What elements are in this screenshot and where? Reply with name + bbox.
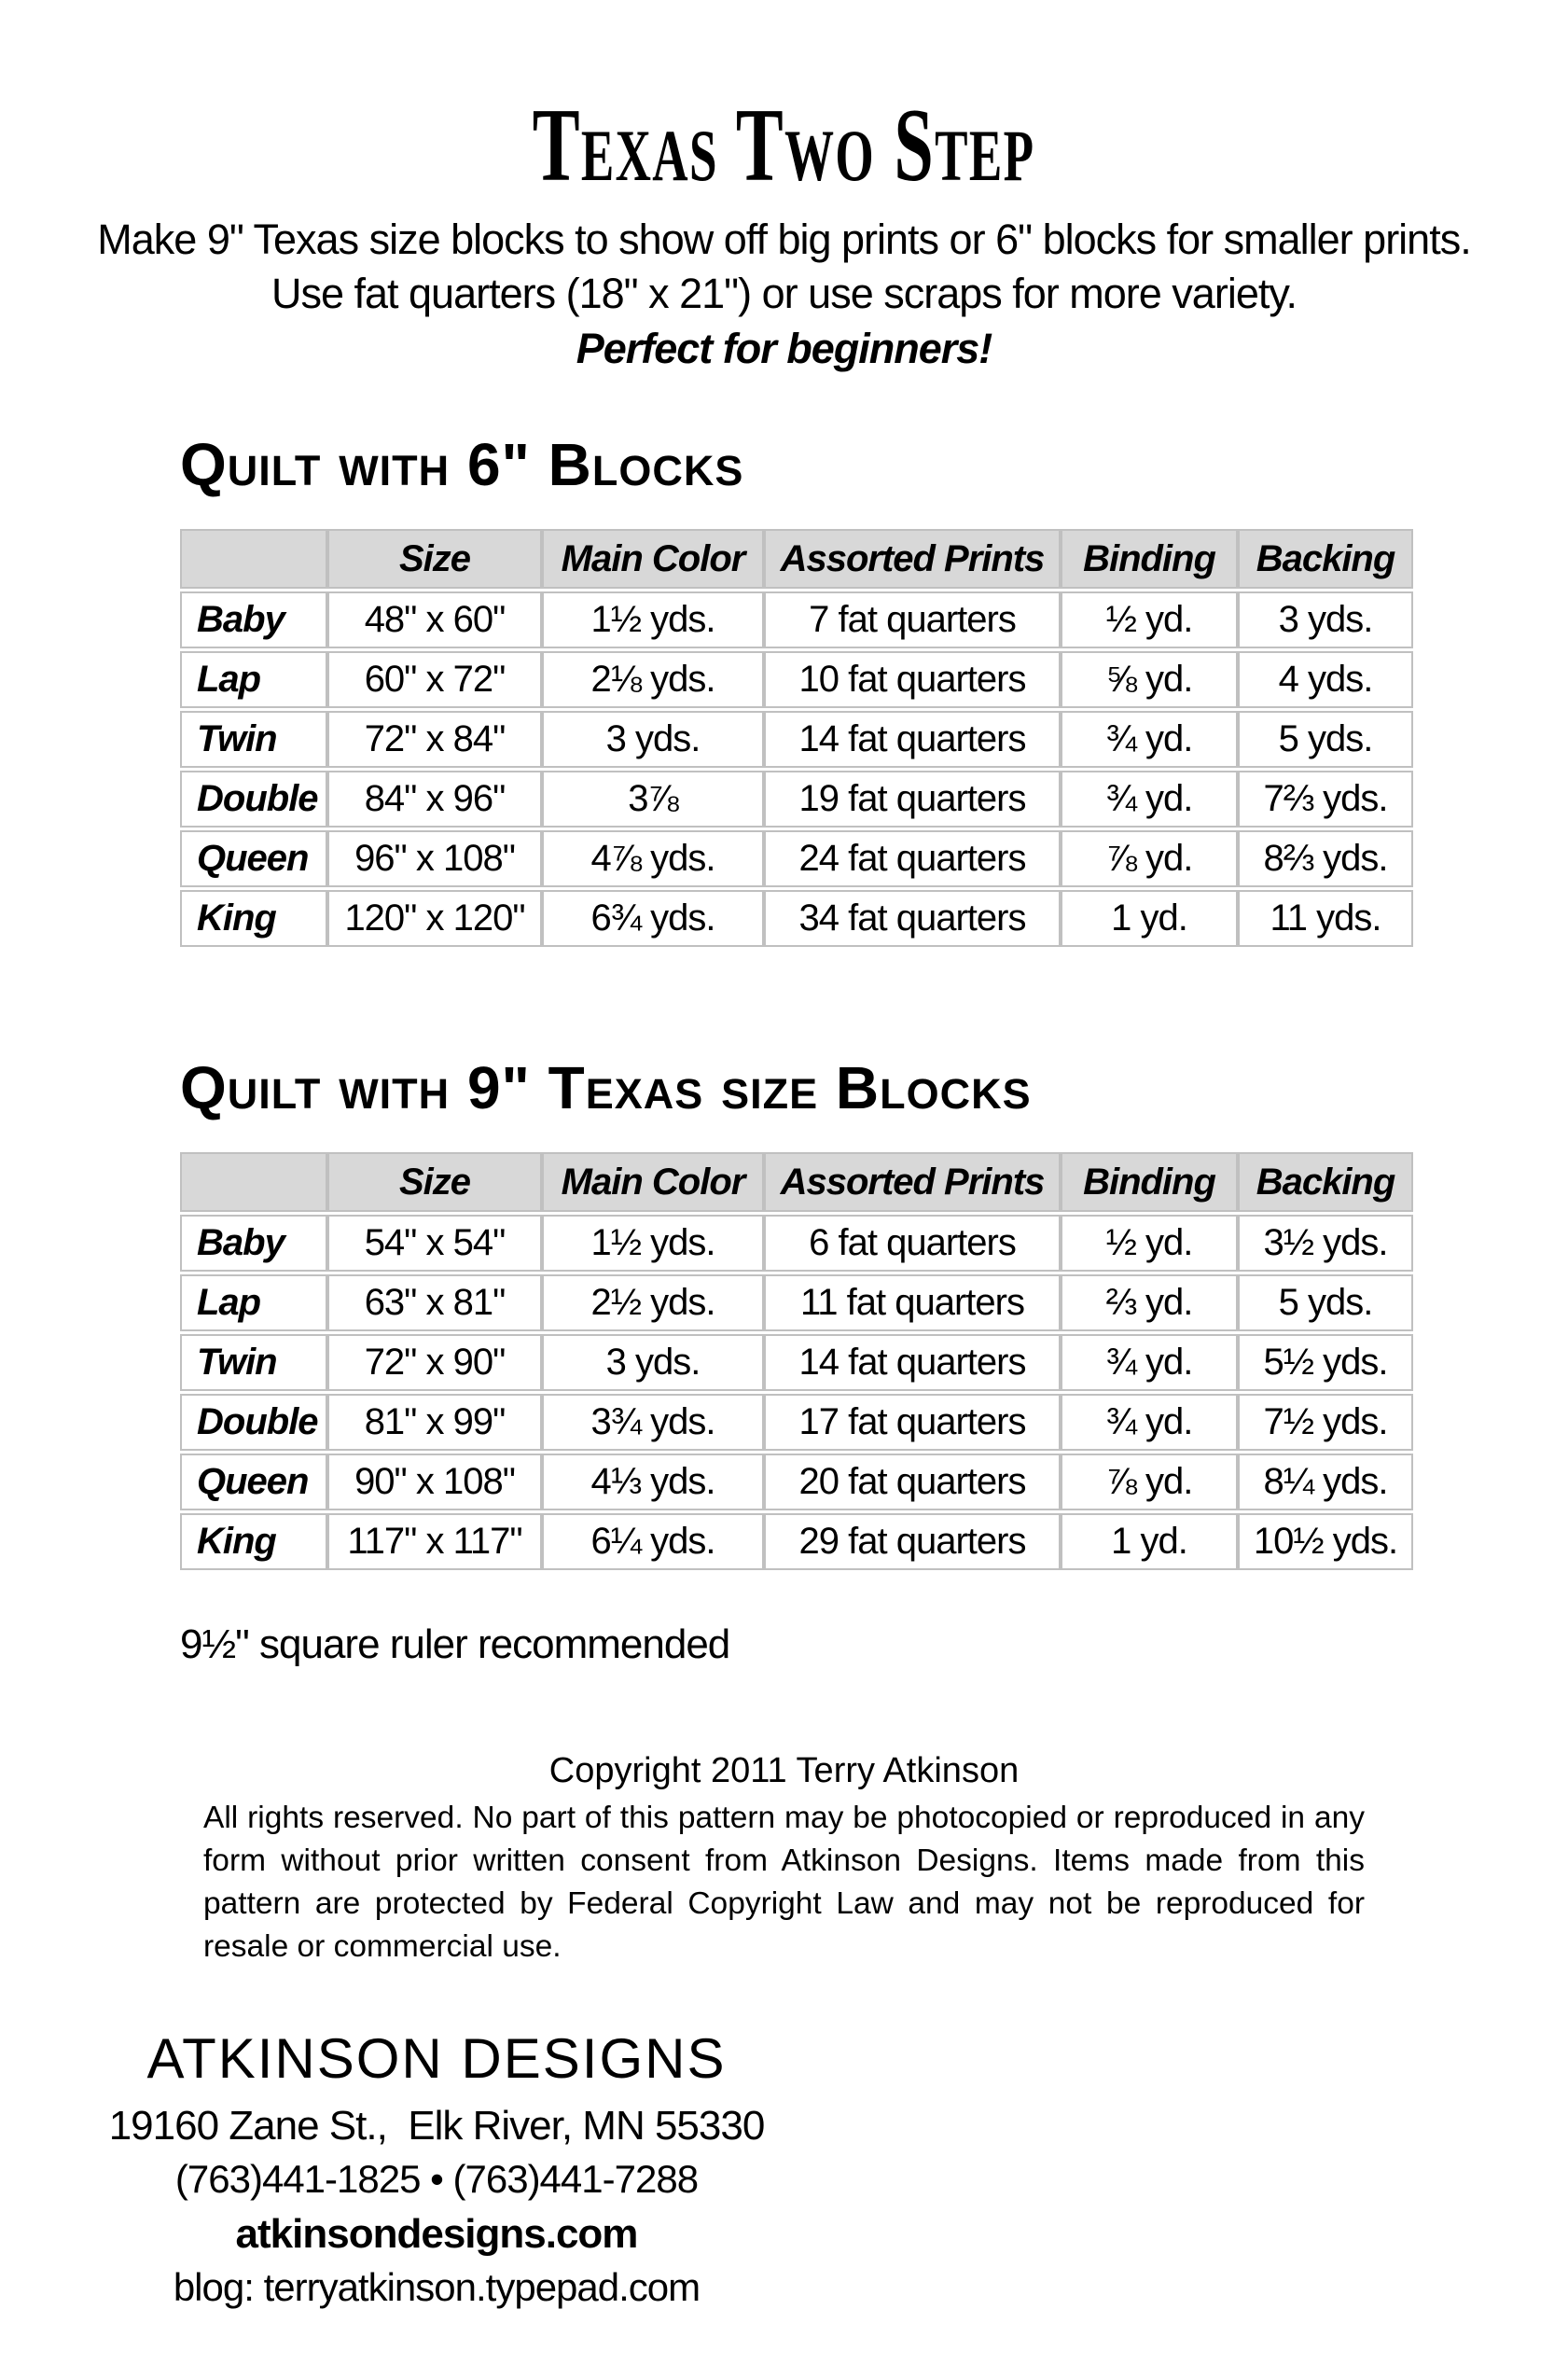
table-cell: 1 yd.	[1061, 890, 1238, 947]
table-cell: 120" x 120"	[327, 890, 542, 947]
table-row	[180, 591, 1413, 648]
table-cell: 4⅓ yds.	[542, 1454, 764, 1510]
table-cell: 6¼ yds.	[542, 1513, 764, 1570]
table-cell: 3¾ yds.	[542, 1394, 764, 1451]
subtitle-line-2: Use fat quarters (18" x 21") or use scraps for more variety.	[271, 270, 1297, 317]
page-title: Texas Two Step	[533, 88, 1035, 203]
row-label-cell: Double	[180, 771, 327, 828]
table-cell: 3½ yds.	[1238, 1215, 1413, 1272]
quilt-table-9-inch	[180, 1149, 1413, 1573]
table-cell: 3 yds.	[542, 711, 764, 768]
table-cell: 20 fat quarters	[764, 1454, 1061, 1510]
table-cell: ¾ yd.	[1061, 771, 1238, 828]
table-cell: 1½ yds.	[542, 1215, 764, 1272]
row-label-cell: Lap	[180, 651, 327, 708]
company-address: 19160 Zane St., Elk River, MN 55330	[108, 2103, 765, 2149]
table-cell: 96" x 108"	[327, 830, 542, 887]
table-cell: 3⅞	[542, 771, 764, 828]
table-cell: ¾ yd.	[1061, 1394, 1238, 1451]
table-cell: 3 yds.	[542, 1334, 764, 1391]
company-name: ATKINSON DESIGNS	[146, 2027, 727, 2090]
row-label-cell: Queen	[180, 1454, 327, 1510]
row-label-cell: Baby	[180, 591, 327, 648]
section-9-inch-blocks	[180, 1054, 1568, 1573]
table-cell: ⅔ yd.	[1061, 1274, 1238, 1331]
ruler-recommendation-note: 9½" square ruler recommended	[180, 1621, 730, 1667]
column-header-binding: Binding	[1061, 1152, 1238, 1212]
table-cell: 29 fat quarters	[764, 1513, 1061, 1570]
table-row	[180, 1334, 1413, 1391]
row-label-cell: King	[180, 890, 327, 947]
row-label-cell: Baby	[180, 1215, 327, 1272]
table-cell: 2⅛ yds.	[542, 651, 764, 708]
table-row	[180, 1274, 1413, 1331]
table-cell: ¾ yd.	[1061, 1334, 1238, 1391]
row-label-cell: King	[180, 1513, 327, 1570]
table-cell: 17 fat quarters	[764, 1394, 1061, 1451]
column-header-backing: Backing	[1238, 529, 1413, 589]
table-cell: 24 fat quarters	[764, 830, 1061, 887]
column-header-size: Size	[327, 1152, 542, 1212]
table-cell: 84" x 96"	[327, 771, 542, 828]
company-phones: (763)441-1825 • (763)441-7288	[174, 2157, 699, 2201]
table-row	[180, 1454, 1413, 1510]
table-cell: 4⅞ yds.	[542, 830, 764, 887]
subtitle-tagline: Perfect for beginners!	[576, 325, 992, 372]
table-cell: 11 yds.	[1238, 890, 1413, 947]
table-cell: 7 fat quarters	[764, 591, 1061, 648]
subtitle	[0, 213, 1568, 377]
row-label-cell: Lap	[180, 1274, 327, 1331]
table-cell: 72" x 90"	[327, 1334, 542, 1391]
table-cell: 8¼ yds.	[1238, 1454, 1413, 1510]
page-title-wrap	[0, 88, 1568, 203]
row-label-cell: Twin	[180, 1334, 327, 1391]
column-header-binding: Binding	[1061, 529, 1238, 589]
table-row	[180, 711, 1413, 768]
table-header-row	[180, 529, 1413, 589]
table-body	[180, 591, 1413, 947]
table-cell: 1 yd.	[1061, 1513, 1238, 1570]
table-cell: 54" x 54"	[327, 1215, 542, 1272]
table-cell: 6 fat quarters	[764, 1215, 1061, 1272]
table-row	[180, 1394, 1413, 1451]
table-cell: 81" x 99"	[327, 1394, 542, 1451]
table-cell: ⅝ yd.	[1061, 651, 1238, 708]
table-row	[180, 890, 1413, 947]
column-header-main: Main Color	[542, 529, 764, 589]
row-label-cell: Double	[180, 1394, 327, 1451]
table-row	[180, 651, 1413, 708]
subtitle-line-1: Make 9" Texas size blocks to show off big prints or 6" blocks for smaller prints.	[97, 216, 1471, 263]
table-row	[180, 1513, 1413, 1570]
section-6-inch-blocks	[180, 431, 1568, 950]
column-header-backing: Backing	[1238, 1152, 1413, 1212]
company-blog: blog: terryatkinson.typepad.com	[173, 2265, 701, 2309]
section-heading-9-inch: Quilt with 9" Texas size Blocks	[180, 1054, 1032, 1121]
table-cell: 72" x 84"	[327, 711, 542, 768]
publisher-footer	[26, 2026, 847, 2312]
table-cell: ½ yd.	[1061, 591, 1238, 648]
table-cell: ⅞ yd.	[1061, 830, 1238, 887]
table-cell: 10½ yds.	[1238, 1513, 1413, 1570]
copyright-body: All rights reserved. No part of this pattern may be photocopied or reproduced in any form without prior written consent from Atkinson Designs. Items made from this pattern are protected by Federal Copyright Law and may not be reproduced for resale or commercial use.	[203, 1801, 1365, 1964]
table-cell: 8⅔ yds.	[1238, 830, 1413, 887]
column-header-main: Main Color	[542, 1152, 764, 1212]
table-cell: ⅞ yd.	[1061, 1454, 1238, 1510]
table-cell: 14 fat quarters	[764, 711, 1061, 768]
table-row	[180, 771, 1413, 828]
table-cell: 3 yds.	[1238, 591, 1413, 648]
table-cell: 5 yds.	[1238, 711, 1413, 768]
company-website: atkinsondesigns.com	[235, 2211, 638, 2257]
header	[0, 88, 1568, 377]
row-label-cell: Queen	[180, 830, 327, 887]
table-cell: 2½ yds.	[542, 1274, 764, 1331]
table-cell: 4 yds.	[1238, 651, 1413, 708]
column-header-blank	[180, 1152, 327, 1212]
table-cell: 10 fat quarters	[764, 651, 1061, 708]
row-label-cell: Twin	[180, 711, 327, 768]
column-header-size: Size	[327, 529, 542, 589]
table-cell: 5½ yds.	[1238, 1334, 1413, 1391]
table-cell: 5 yds.	[1238, 1274, 1413, 1331]
table-cell: 19 fat quarters	[764, 771, 1061, 828]
table-cell: 60" x 72"	[327, 651, 542, 708]
table-cell: 34 fat quarters	[764, 890, 1061, 947]
table-cell: 14 fat quarters	[764, 1334, 1061, 1391]
table-cell: 7½ yds.	[1238, 1394, 1413, 1451]
table-row	[180, 1215, 1413, 1272]
table-cell: 7⅔ yds.	[1238, 771, 1413, 828]
copyright-heading: Copyright 2011 Terry Atkinson	[548, 1751, 1020, 1790]
table-cell: 63" x 81"	[327, 1274, 542, 1331]
table-header-row	[180, 1152, 1413, 1212]
table-cell: 6¾ yds.	[542, 890, 764, 947]
column-header-prints: Assorted Prints	[764, 529, 1061, 589]
table-cell: 1½ yds.	[542, 591, 764, 648]
section-heading-6-inch: Quilt with 6" Blocks	[180, 431, 744, 498]
column-header-blank	[180, 529, 327, 589]
table-cell: ½ yd.	[1061, 1215, 1238, 1272]
table-cell: 48" x 60"	[327, 591, 542, 648]
table-body	[180, 1215, 1413, 1570]
copyright-block	[203, 1748, 1365, 1969]
quilt-table-6-inch	[180, 526, 1413, 950]
table-cell: 11 fat quarters	[764, 1274, 1061, 1331]
table-cell: 117" x 117"	[327, 1513, 542, 1570]
table-cell: ¾ yd.	[1061, 711, 1238, 768]
table-row	[180, 830, 1413, 887]
column-header-prints: Assorted Prints	[764, 1152, 1061, 1212]
table-cell: 90" x 108"	[327, 1454, 542, 1510]
